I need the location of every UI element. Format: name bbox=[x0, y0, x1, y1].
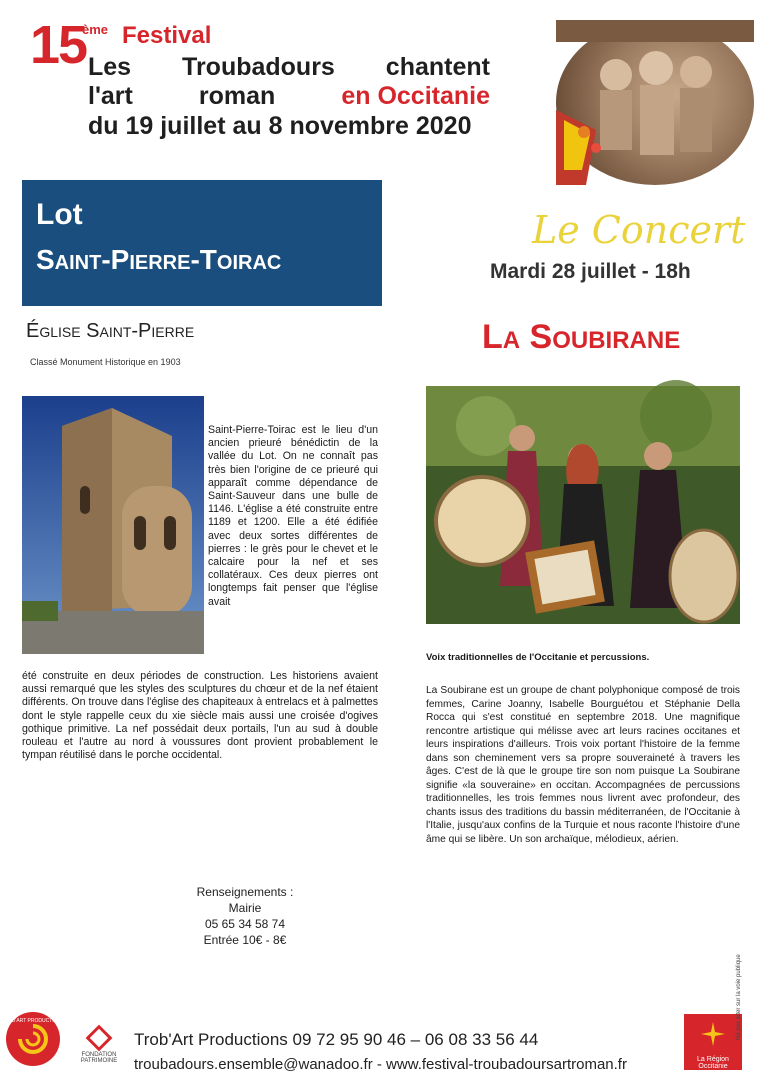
title-line-1 bbox=[88, 55, 490, 80]
concert-subtitle: Voix traditionnelles de l'Occitanie et percussions. bbox=[426, 652, 650, 663]
festival-number: 15 bbox=[30, 15, 87, 75]
info-place: Mairie bbox=[228, 901, 262, 915]
band-photo bbox=[426, 386, 740, 624]
church-description-1: Saint-Pierre-Toirac est le lieu d'un ancien prieuré bénédictin de la vallée du Lot. On ne connaît pas très bien l'origine de ce prieuré qui apparaît comme dépendance de Saint-Sauveur dans une bulle de 1146. L'église a été construite entre 1189 et 1200. Elle a été édifiée avec deux sortes différentes de pierres : le grès pour le chevet et le calcaire pour la nef et ses collatéraux. Ces deux pierres ont longtemps fait penser que l'église avait bbox=[208, 424, 378, 608]
concert-description: La Soubirane est un groupe de chant polyphonique composé de trois femmes, Carine Joanny, Isabelle Bourguétou et Stéphanie Della Rocca qui s'est constitué en septembre 2018. Une magnifique rencontre artistique qui mélisse avec art leurs racines occitanes et leurs inspirations d'ailleurs. Trois voix portant l'histoire de la femme dans son cheminement vers sa propre souveraineté à travers les âges. C'est de là que le groupe tire son nom puisque La Soubirane signifie «la souveraine» en occitan. Accompagnées de percussions traditionnelles, les trois femmes nous livrent avec profondeur, des chants issus des traditions du bassin méditerranéen, de l'Occitanie à l'Italie, jusqu'aux confins de la Turquie et nous raconte l'histoire d'une âme qui se libère. Un son archaïque, mélodieux, aérien. bbox=[426, 685, 740, 845]
info-block bbox=[180, 884, 310, 948]
logo2-text: FONDATION PATRIMOINE bbox=[80, 1052, 118, 1064]
title-line-2 bbox=[88, 84, 490, 109]
region-name: Lot bbox=[36, 198, 83, 231]
title-word: l'art bbox=[88, 82, 133, 110]
concert-heading: Le Concert bbox=[532, 208, 746, 252]
logo1-text: TROB'ART PRODUCTIONS bbox=[1, 1018, 65, 1024]
info-label: Renseignements : bbox=[196, 885, 294, 899]
title-word: chantent bbox=[385, 53, 490, 81]
carving-image bbox=[556, 20, 754, 185]
church-name: Église Saint-Pierre bbox=[26, 320, 195, 342]
festival-number-suffix: ème bbox=[82, 22, 109, 37]
title-dates: du 19 juillet au 8 novembre 2020 bbox=[88, 112, 472, 140]
info-phone: 05 65 34 58 74 bbox=[204, 917, 286, 931]
concert-date: Mardi 28 juillet - 18h bbox=[490, 260, 691, 283]
footer-web: troubadours.ensemble@wanadoo.fr - www.festival-troubadoursartroman.fr bbox=[134, 1056, 627, 1073]
fondation-patrimoine-logo bbox=[74, 1026, 124, 1064]
title-highlight: en Occitanie bbox=[341, 82, 490, 110]
festival-label: Festival bbox=[122, 22, 212, 49]
classification-note: Classé Monument Historique en 1903 bbox=[30, 357, 181, 367]
title-word: Troubadours bbox=[182, 53, 335, 81]
town-name: Saint-Pierre-Toirac bbox=[36, 244, 282, 275]
church-photo bbox=[22, 396, 204, 654]
occitanie-region-logo bbox=[684, 1014, 742, 1070]
logo3-text: La Région Occitanie bbox=[697, 1056, 729, 1070]
title-word: Les bbox=[88, 53, 132, 81]
info-price: Entrée 10€ - 8€ bbox=[203, 933, 287, 947]
church-description-2: été construite en deux périodes de construction. Les historiens avaient aussi remarqué que les styles des sculptures du chœur et de la nef étaient différents. On trouve dans l'église des chapiteaux à entrelacs et à palmettes dont le style rappelle ceux du xie siècle mais aussi une croisée d'ogives gothique primitive. La nef possédait deux portails, l'un au sud à double rouleau et l'autre au nord à voussures dont provient probablement le tympan réutilisé dans le porche occidental. bbox=[22, 670, 378, 762]
band-name: La Soubirane bbox=[482, 318, 681, 356]
vertical-note: Ne pas jeter sur la voie publique bbox=[736, 954, 742, 1040]
title-word: roman bbox=[198, 82, 276, 110]
trobart-logo bbox=[1, 1012, 65, 1066]
footer-contact: Trob'Art Productions 09 72 95 90 46 – 06 08 33 56 44 bbox=[134, 1030, 539, 1049]
